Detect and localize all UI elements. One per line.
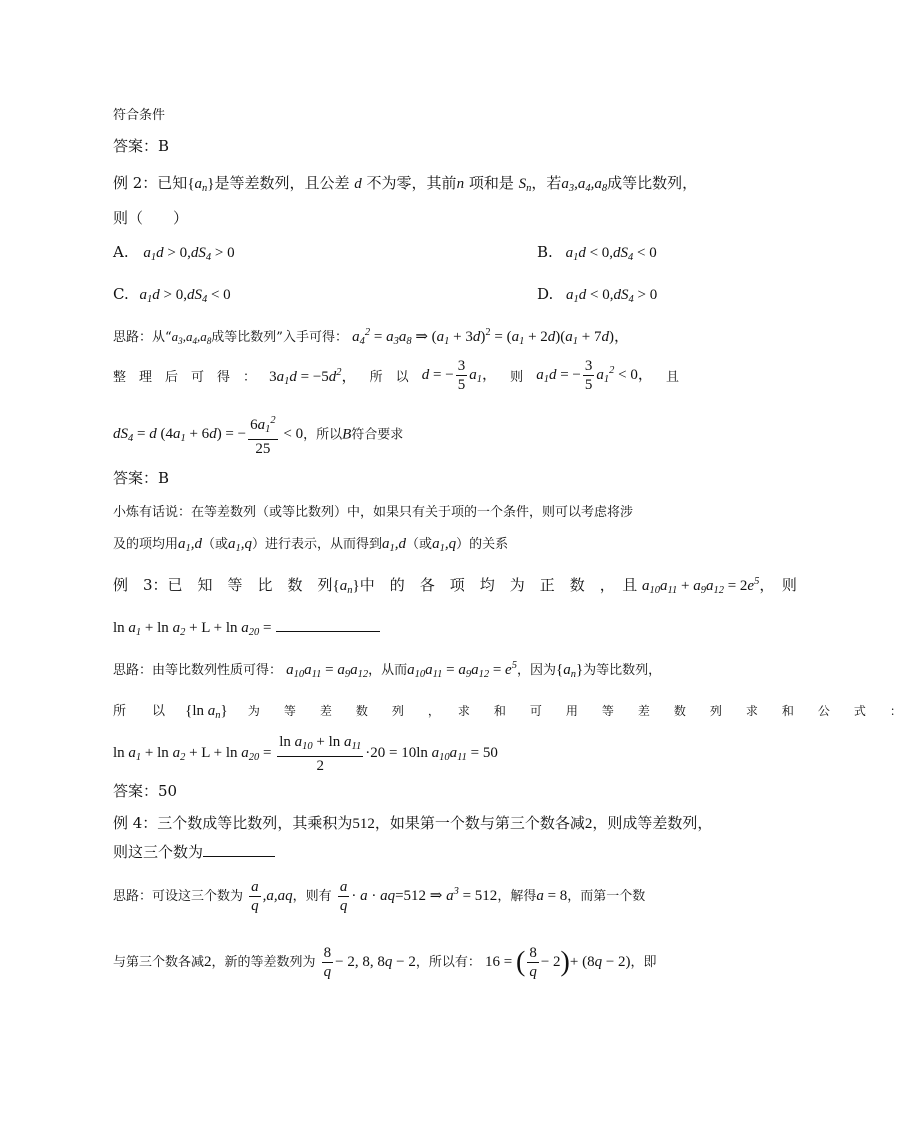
suoyi-text: 所 以 [369, 370, 409, 385]
formula-dS4: $dS_4 = d$ $(4a_1 + 6d)$ = − $\frac{6a_1^2}{25}$ < 0 [113, 426, 303, 442]
think3-f: 为 等 差 数 列 ， 求 和 可 用 等 差 数 列 求 和 公 式 ： [247, 704, 902, 718]
option-c-formula: $a_1d > 0,dS_4 < 0$ [139, 287, 231, 305]
think3-e: 所 以 [113, 704, 166, 719]
formula-2: 2 [584, 816, 593, 832]
formula-a10a11-e5: $a_{10}a_{11} = a_9a_{12} = e^5$ [407, 660, 517, 680]
option-a-formula: $a_1d > 0,dS_4 > 0$ [143, 245, 235, 263]
ex2-text-e: ，若 [531, 174, 562, 192]
answer-blank-4[interactable] [203, 856, 275, 857]
ex2-text-c: 不为零，其前 [366, 174, 457, 192]
think-label: 思路：从“ [113, 330, 172, 345]
option-d-label: D. [537, 285, 554, 303]
answer-1 [113, 135, 169, 156]
ex2-text-d: 项和是 [468, 174, 514, 192]
conditions-text: 符合条件 [113, 108, 166, 123]
example-4-blank-line [113, 841, 275, 862]
formula-16-eq: 16 = ( $\frac{8}{q}$ − 2)+ (8q − 2) [485, 945, 631, 980]
formula-a3a4a8-b: $a_3,a_4,a_8$ [171, 329, 212, 346]
tidy-text: 整 理 后 可 得 ： [113, 370, 257, 385]
formula-B: B [342, 426, 352, 443]
ex2-text-f: 成等比数列， [607, 174, 698, 192]
ex2-think-line-2 [113, 357, 683, 394]
formula-a10a11-eq: $a_{10}a_{11} = a_9a_{12}$ [286, 662, 369, 680]
formula-a10a11: $a_{10}a_{11} + a_9a_{12} = 2e^5$ [642, 576, 760, 596]
option-d-formula: $a_1d < 0,dS_4 > 0$ [566, 287, 658, 305]
ex4-c: ，则成等差数列， [592, 814, 713, 832]
ex2-think-line-3 [113, 412, 403, 458]
ex3-a: 例 3：已 知 等 比 数 列 [113, 576, 333, 594]
formula-a-8: a = 8 [536, 887, 568, 904]
tip-2b: （或 [202, 537, 229, 552]
think4-b: ，则有 [292, 888, 332, 904]
ex4-b: ，如果第一个数与第三个数各减 [374, 814, 585, 832]
ex4-think-line-2 [113, 944, 657, 981]
formula-512: 512 [352, 816, 375, 832]
ex3-think-line-3 [113, 733, 498, 775]
think4-h: ，即 [630, 954, 657, 970]
tip-line-1 [113, 501, 633, 520]
formula-a4-squared: $a_4^2 = a_3a_8$ ⇒ $(a_1 + 3d)^2 = (a_1 + 2d)(a_1 + 7d)$ [352, 327, 615, 347]
option-c-label: C. [113, 285, 129, 303]
formula-a1-q: $a_1,q$ [228, 536, 253, 554]
formula-n: n [456, 176, 465, 192]
tip-2a: 及的项均用 [113, 537, 179, 552]
text-line-conditions [113, 104, 165, 123]
formula-Sn: $S_n$ [518, 176, 532, 194]
example-3-sum [113, 618, 380, 638]
formula-ln-an: {ln $a_n$} [185, 703, 228, 721]
option-b-formula: $a_1d < 0,dS_4 < 0$ [565, 245, 657, 263]
think4-c: ，解得 [497, 888, 537, 904]
ex4-think-line-1 [113, 878, 645, 915]
example-2-then [113, 207, 188, 228]
example-4-question [113, 812, 712, 833]
think4-d: ，而第一个数 [567, 888, 646, 904]
think4-a: 思路：可设这三个数为 [113, 888, 244, 904]
answer-blank-3[interactable] [276, 631, 380, 632]
ans2-tail: ，所以 [303, 427, 343, 443]
answer-2-text: 答案：B [113, 469, 170, 487]
ans2-tail2: 符合要求 [351, 427, 404, 443]
ex3-c: ， 则 [759, 576, 797, 594]
formula-a1-q-2: $a_1,q$ [432, 536, 457, 554]
option-b-label: B. [537, 243, 553, 261]
think3-b: ，从而 [368, 663, 408, 678]
num-50: 50 [482, 745, 498, 762]
example-2-question [113, 172, 697, 194]
formula-d-value: d = − $\frac{3}{5}$ $a_1$， [421, 358, 497, 393]
formula-product: $\frac{a}{q}$ · a · aq=512 ⇒ $a^3 = 512$ [339, 879, 498, 914]
ex3-b: 中 的 各 项 均 为 正 数 ， 且 [359, 576, 638, 594]
options-row-2 [113, 285, 713, 305]
tip-2e: ）的关系 [456, 537, 509, 552]
example-3-question [113, 574, 797, 596]
num-10: 10 [401, 745, 417, 762]
formula-2b: 2 [204, 953, 212, 970]
formula-an-c: $\{a_n\}$ [555, 662, 584, 680]
formula-a1d-value: $a_1d$ = − $\frac{3}{5}$ $a_1^2 < 0$， [536, 358, 653, 393]
ex3-think-line-2 [113, 700, 902, 721]
formula-an: $\{a_n\}$ [187, 176, 215, 194]
answer-2 [113, 467, 169, 488]
answer-3 [113, 780, 177, 801]
think4-g: ，所以有： [415, 954, 481, 970]
option-a-label: A. [113, 243, 129, 261]
ex4-d: 则这三个数为 [113, 843, 204, 861]
think-mid: 成等比数列”入手可得： [211, 330, 348, 345]
formula-a1-d-2: $a_1,d$ [382, 536, 407, 554]
ze-text: 则 [510, 370, 524, 385]
formula-ln-sum: $\ln a_1 + \ln a_2 + L + \ln a_{20}$ = [113, 620, 272, 638]
answer-1-text: 答案：B [113, 137, 170, 155]
formula-3a1d: $3a_1d = -5d^2$， [269, 366, 357, 387]
think4-e: 与第三个数各减 [113, 954, 205, 970]
tip-2d: （或 [406, 537, 433, 552]
ex2-text-b: 是等差数列，且公差 [214, 174, 350, 192]
formula-an-b: $\{a_n\}$ [332, 578, 360, 596]
ex2-think-line-1: 思路：从“$a_3,a_4,a_8$成等比数列”入手可得： $a_4^2 = a_3a_8$ ⇒ $(a_1 + 3d)^2 = (a_1 + 2d)(a_1 + 7d)$， [113, 327, 630, 347]
think3-d: 为等比数列， [583, 663, 662, 678]
answer-3-text: 答案：50 [113, 782, 178, 800]
qie-text: 且 [665, 370, 679, 385]
formula-new-seq: $\frac{8}{q}$ − 2, 8, 8q − 2 [323, 945, 416, 980]
formula-a3a4a8: $a_3,a_4,a_8$ [561, 176, 608, 194]
think3-a: 思路：由等比数列性质可得： [113, 663, 283, 678]
formula-aq-a-aq: $\frac{a}{q}$ ,a,aq [251, 879, 293, 914]
think4-f: ，新的等差数列为 [211, 954, 316, 970]
ex3-think-line-1 [113, 659, 661, 680]
tip-1-text: 小炼有话说：在等差数列（或等比数列）中，如果只有关于项的一个条件，则可以考虑将涉 [113, 505, 634, 520]
ex2-text-a: 例 2：已知 [113, 174, 188, 192]
tip-2c: ）进行表示，从而得到 [252, 537, 383, 552]
formula-ln-sum-result: $\ln a_1 + \ln a_2 + L + \ln a_{20}$ = $\frac{\ln a_{10} + \ln a_{11}}{2}$ ·20 = 10ln $a_{10}a_{11} = 50$ [113, 734, 498, 774]
ex2-then-text: 则（ ） [113, 209, 189, 227]
formula-a1-d: $a_1,d$ [178, 536, 203, 554]
options-row-1 [113, 243, 713, 263]
num-20: 20 [370, 745, 386, 762]
ex4-a: 例 4：三个数成等比数列，其乘积为 [113, 814, 353, 832]
formula-d: d [354, 176, 362, 192]
tip-line-2 [113, 533, 508, 554]
think3-c: ，因为 [516, 663, 556, 678]
